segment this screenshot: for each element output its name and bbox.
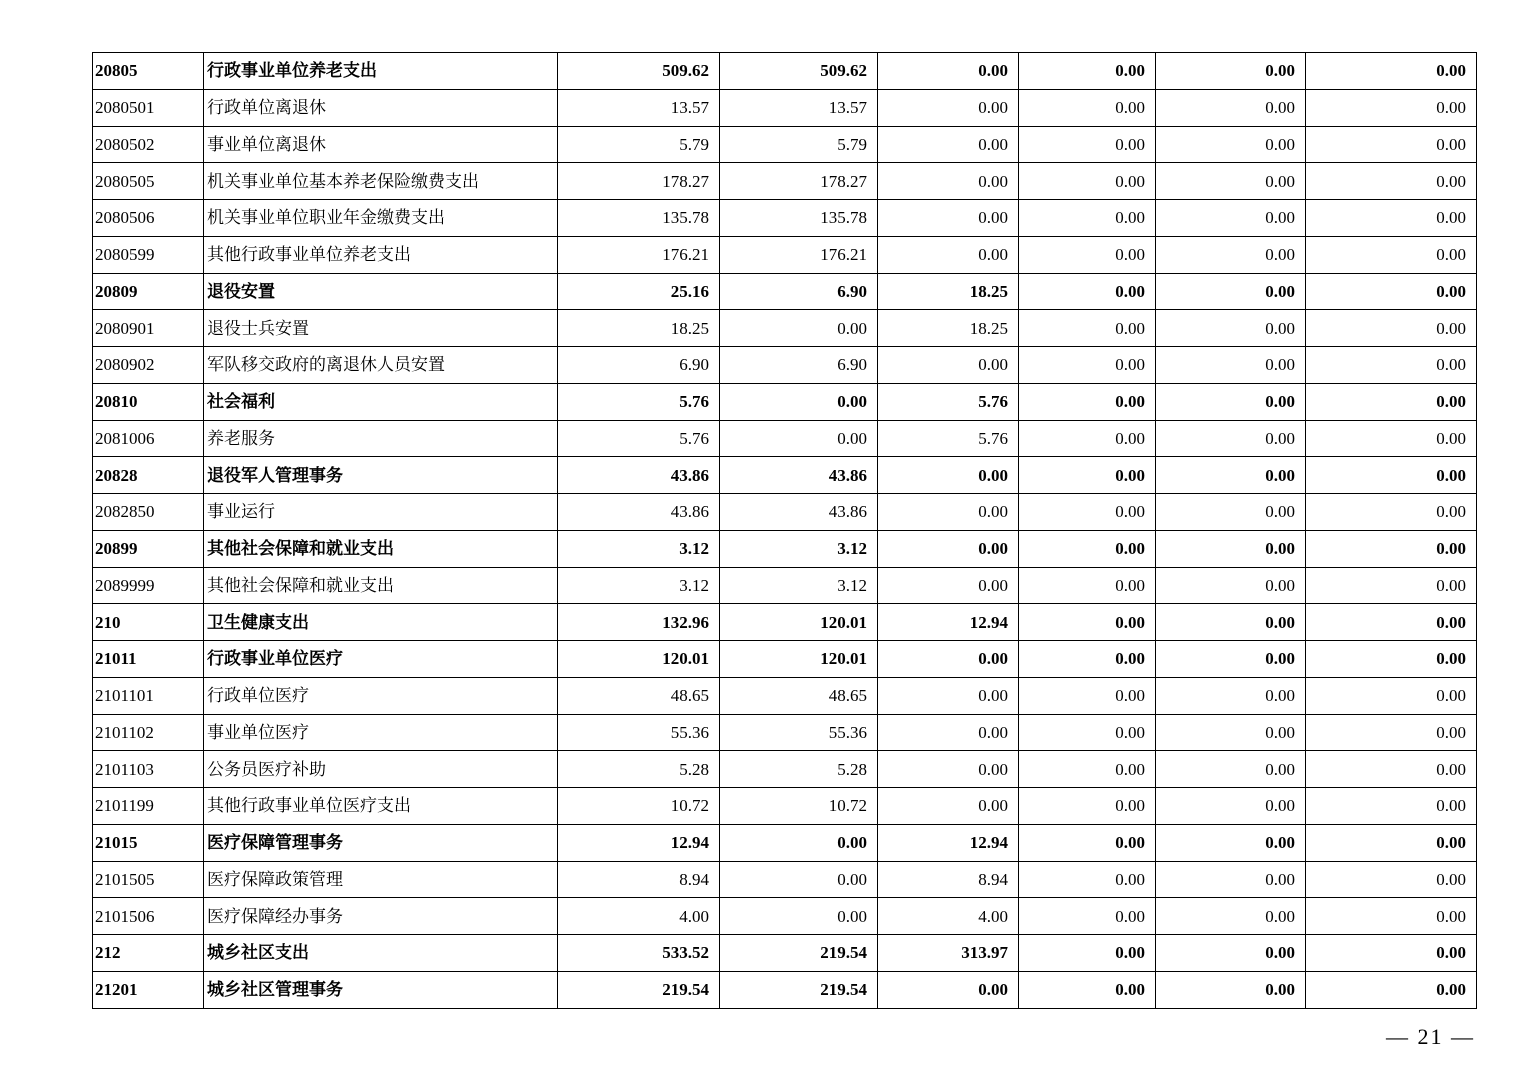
table-row	[93, 971, 1477, 1008]
amount-cell: 0.00	[1156, 383, 1306, 420]
subject-name-cell: 医疗保障政策管理	[204, 861, 558, 898]
amount-cell: 132.96	[558, 604, 720, 641]
amount-cell: 0.00	[878, 788, 1019, 825]
amount-cell: 135.78	[720, 200, 878, 237]
subject-code-cell: 2101101	[93, 677, 204, 714]
table-row	[93, 824, 1477, 861]
table-row	[93, 310, 1477, 347]
table-row	[93, 567, 1477, 604]
subject-code-cell: 2080506	[93, 200, 204, 237]
amount-cell: 0.00	[1019, 347, 1156, 384]
table-body	[93, 53, 1477, 1009]
amount-cell: 0.00	[1019, 89, 1156, 126]
amount-cell: 10.72	[558, 788, 720, 825]
amount-cell: 0.00	[1019, 163, 1156, 200]
amount-cell: 0.00	[1306, 347, 1477, 384]
subject-code-cell: 2080599	[93, 236, 204, 273]
amount-cell: 0.00	[878, 457, 1019, 494]
amount-cell: 5.28	[720, 751, 878, 788]
subject-code-cell: 21201	[93, 971, 204, 1008]
amount-cell: 43.86	[720, 457, 878, 494]
amount-cell: 55.36	[558, 714, 720, 751]
subject-code-cell: 2089999	[93, 567, 204, 604]
amount-cell: 120.01	[720, 604, 878, 641]
subject-code-cell: 2080505	[93, 163, 204, 200]
amount-cell: 0.00	[878, 89, 1019, 126]
subject-name-cell: 事业运行	[204, 494, 558, 531]
amount-cell: 0.00	[1306, 567, 1477, 604]
amount-cell: 0.00	[1306, 126, 1477, 163]
amount-cell: 178.27	[558, 163, 720, 200]
amount-cell: 0.00	[1306, 163, 1477, 200]
amount-cell: 0.00	[1156, 604, 1306, 641]
table-row	[93, 347, 1477, 384]
amount-cell: 13.57	[720, 89, 878, 126]
amount-cell: 5.76	[878, 383, 1019, 420]
amount-cell: 0.00	[1306, 788, 1477, 825]
amount-cell: 5.79	[558, 126, 720, 163]
subject-code-cell: 2080902	[93, 347, 204, 384]
amount-cell: 0.00	[1156, 971, 1306, 1008]
subject-code-cell: 20828	[93, 457, 204, 494]
subject-name-cell: 其他行政事业单位养老支出	[204, 236, 558, 273]
amount-cell: 5.28	[558, 751, 720, 788]
subject-code-cell: 20805	[93, 53, 204, 90]
table-row	[93, 604, 1477, 641]
amount-cell: 0.00	[1019, 751, 1156, 788]
amount-cell: 0.00	[878, 494, 1019, 531]
amount-cell: 0.00	[1019, 126, 1156, 163]
amount-cell: 0.00	[1019, 310, 1156, 347]
amount-cell: 0.00	[1156, 494, 1306, 531]
table-row	[93, 163, 1477, 200]
amount-cell: 6.90	[558, 347, 720, 384]
subject-code-cell: 20810	[93, 383, 204, 420]
subject-code-cell: 212	[93, 935, 204, 972]
table-row	[93, 935, 1477, 972]
amount-cell: 0.00	[1019, 567, 1156, 604]
table-row	[93, 751, 1477, 788]
amount-cell: 0.00	[878, 714, 1019, 751]
amount-cell: 0.00	[1019, 788, 1156, 825]
amount-cell: 18.25	[878, 310, 1019, 347]
amount-cell: 219.54	[558, 971, 720, 1008]
amount-cell: 25.16	[558, 273, 720, 310]
amount-cell: 0.00	[1306, 898, 1477, 935]
subject-code-cell: 20899	[93, 530, 204, 567]
amount-cell: 0.00	[1156, 420, 1306, 457]
amount-cell: 0.00	[1156, 567, 1306, 604]
subject-name-cell: 城乡社区支出	[204, 935, 558, 972]
budget-table	[92, 52, 1477, 1009]
subject-name-cell: 行政单位离退休	[204, 89, 558, 126]
amount-cell: 176.21	[558, 236, 720, 273]
table-row	[93, 677, 1477, 714]
amount-cell: 4.00	[878, 898, 1019, 935]
amount-cell: 0.00	[1156, 788, 1306, 825]
amount-cell: 178.27	[720, 163, 878, 200]
subject-name-cell: 卫生健康支出	[204, 604, 558, 641]
amount-cell: 0.00	[1306, 530, 1477, 567]
amount-cell: 6.90	[720, 347, 878, 384]
amount-cell: 8.94	[558, 861, 720, 898]
amount-cell: 10.72	[720, 788, 878, 825]
amount-cell: 0.00	[720, 861, 878, 898]
amount-cell: 3.12	[720, 530, 878, 567]
amount-cell: 5.79	[720, 126, 878, 163]
amount-cell: 0.00	[878, 567, 1019, 604]
amount-cell: 0.00	[1019, 457, 1156, 494]
amount-cell: 0.00	[1306, 53, 1477, 90]
amount-cell: 219.54	[720, 971, 878, 1008]
amount-cell: 0.00	[1019, 604, 1156, 641]
subject-code-cell: 2101103	[93, 751, 204, 788]
amount-cell: 6.90	[720, 273, 878, 310]
amount-cell: 0.00	[878, 530, 1019, 567]
amount-cell: 0.00	[1306, 604, 1477, 641]
amount-cell: 0.00	[1156, 89, 1306, 126]
amount-cell: 43.86	[558, 457, 720, 494]
table-row	[93, 457, 1477, 494]
amount-cell: 0.00	[1019, 53, 1156, 90]
amount-cell: 0.00	[878, 751, 1019, 788]
amount-cell: 3.12	[558, 530, 720, 567]
amount-cell: 5.76	[878, 420, 1019, 457]
subject-code-cell: 210	[93, 604, 204, 641]
amount-cell: 48.65	[558, 677, 720, 714]
amount-cell: 0.00	[1019, 236, 1156, 273]
table-row	[93, 383, 1477, 420]
amount-cell: 0.00	[1019, 861, 1156, 898]
amount-cell: 0.00	[1019, 383, 1156, 420]
amount-cell: 0.00	[1156, 935, 1306, 972]
subject-name-cell: 机关事业单位基本养老保险缴费支出	[204, 163, 558, 200]
amount-cell: 0.00	[1019, 494, 1156, 531]
amount-cell: 0.00	[1306, 420, 1477, 457]
amount-cell: 0.00	[1156, 677, 1306, 714]
amount-cell: 120.01	[558, 641, 720, 678]
amount-cell: 0.00	[1306, 494, 1477, 531]
subject-name-cell: 退役军人管理事务	[204, 457, 558, 494]
subject-code-cell: 2101505	[93, 861, 204, 898]
subject-name-cell: 公务员医疗补助	[204, 751, 558, 788]
amount-cell: 0.00	[1306, 677, 1477, 714]
amount-cell: 0.00	[1306, 824, 1477, 861]
amount-cell: 0.00	[720, 898, 878, 935]
table-row	[93, 898, 1477, 935]
table-row	[93, 861, 1477, 898]
table-row	[93, 236, 1477, 273]
amount-cell: 0.00	[1019, 898, 1156, 935]
amount-cell: 509.62	[720, 53, 878, 90]
amount-cell: 0.00	[1306, 935, 1477, 972]
amount-cell: 0.00	[1156, 751, 1306, 788]
table-row	[93, 788, 1477, 825]
amount-cell: 509.62	[558, 53, 720, 90]
amount-cell: 0.00	[1306, 641, 1477, 678]
amount-cell: 0.00	[1306, 200, 1477, 237]
amount-cell: 8.94	[878, 861, 1019, 898]
amount-cell: 5.76	[558, 383, 720, 420]
amount-cell: 0.00	[1306, 273, 1477, 310]
amount-cell: 0.00	[720, 824, 878, 861]
amount-cell: 0.00	[1156, 824, 1306, 861]
amount-cell: 0.00	[1306, 751, 1477, 788]
amount-cell: 0.00	[1019, 677, 1156, 714]
subject-code-cell: 2080901	[93, 310, 204, 347]
amount-cell: 135.78	[558, 200, 720, 237]
subject-name-cell: 退役安置	[204, 273, 558, 310]
amount-cell: 0.00	[1156, 530, 1306, 567]
amount-cell: 4.00	[558, 898, 720, 935]
table-row	[93, 273, 1477, 310]
subject-name-cell: 医疗保障经办事务	[204, 898, 558, 935]
amount-cell: 0.00	[1156, 53, 1306, 90]
table-row	[93, 420, 1477, 457]
amount-cell: 0.00	[878, 236, 1019, 273]
subject-name-cell: 其他行政事业单位医疗支出	[204, 788, 558, 825]
amount-cell: 0.00	[1306, 383, 1477, 420]
amount-cell: 0.00	[720, 310, 878, 347]
subject-name-cell: 行政事业单位医疗	[204, 641, 558, 678]
amount-cell: 0.00	[1019, 714, 1156, 751]
amount-cell: 0.00	[878, 971, 1019, 1008]
subject-code-cell: 21015	[93, 824, 204, 861]
amount-cell: 0.00	[878, 677, 1019, 714]
table-row	[93, 494, 1477, 531]
subject-name-cell: 养老服务	[204, 420, 558, 457]
table-row	[93, 89, 1477, 126]
subject-code-cell: 2101199	[93, 788, 204, 825]
subject-name-cell: 事业单位离退休	[204, 126, 558, 163]
amount-cell: 120.01	[720, 641, 878, 678]
amount-cell: 43.86	[558, 494, 720, 531]
amount-cell: 0.00	[1306, 89, 1477, 126]
amount-cell: 13.57	[558, 89, 720, 126]
subject-code-cell: 20809	[93, 273, 204, 310]
amount-cell: 0.00	[1019, 273, 1156, 310]
amount-cell: 55.36	[720, 714, 878, 751]
amount-cell: 0.00	[1019, 530, 1156, 567]
amount-cell: 0.00	[878, 641, 1019, 678]
amount-cell: 0.00	[878, 163, 1019, 200]
subject-name-cell: 行政事业单位养老支出	[204, 53, 558, 90]
subject-name-cell: 军队移交政府的离退休人员安置	[204, 347, 558, 384]
amount-cell: 0.00	[878, 200, 1019, 237]
page-number: — 21 —	[1386, 1024, 1475, 1049]
subject-name-cell: 退役士兵安置	[204, 310, 558, 347]
amount-cell: 3.12	[558, 567, 720, 604]
amount-cell: 0.00	[878, 347, 1019, 384]
amount-cell: 176.21	[720, 236, 878, 273]
subject-name-cell: 城乡社区管理事务	[204, 971, 558, 1008]
amount-cell: 313.97	[878, 935, 1019, 972]
amount-cell: 0.00	[1019, 420, 1156, 457]
amount-cell: 0.00	[1156, 457, 1306, 494]
table-row	[93, 641, 1477, 678]
subject-name-cell: 其他社会保障和就业支出	[204, 530, 558, 567]
subject-code-cell: 2081006	[93, 420, 204, 457]
amount-cell: 48.65	[720, 677, 878, 714]
amount-cell: 0.00	[878, 53, 1019, 90]
amount-cell: 5.76	[558, 420, 720, 457]
subject-name-cell: 事业单位医疗	[204, 714, 558, 751]
subject-name-cell: 其他社会保障和就业支出	[204, 567, 558, 604]
amount-cell: 0.00	[1156, 310, 1306, 347]
subject-code-cell: 2082850	[93, 494, 204, 531]
subject-name-cell: 机关事业单位职业年金缴费支出	[204, 200, 558, 237]
amount-cell: 3.12	[720, 567, 878, 604]
table-row	[93, 714, 1477, 751]
subject-name-cell: 社会福利	[204, 383, 558, 420]
amount-cell: 0.00	[1019, 641, 1156, 678]
table-row	[93, 200, 1477, 237]
amount-cell: 0.00	[1019, 971, 1156, 1008]
amount-cell: 0.00	[1156, 347, 1306, 384]
amount-cell: 0.00	[878, 126, 1019, 163]
table-row	[93, 530, 1477, 567]
subject-code-cell: 21011	[93, 641, 204, 678]
amount-cell: 0.00	[1156, 273, 1306, 310]
subject-name-cell: 医疗保障管理事务	[204, 824, 558, 861]
amount-cell: 0.00	[1156, 861, 1306, 898]
amount-cell: 0.00	[720, 420, 878, 457]
amount-cell: 533.52	[558, 935, 720, 972]
amount-cell: 0.00	[1306, 714, 1477, 751]
amount-cell: 12.94	[878, 604, 1019, 641]
amount-cell: 0.00	[1306, 971, 1477, 1008]
amount-cell: 0.00	[720, 383, 878, 420]
subject-code-cell: 2101102	[93, 714, 204, 751]
amount-cell: 12.94	[878, 824, 1019, 861]
amount-cell: 0.00	[1306, 861, 1477, 898]
amount-cell: 0.00	[1156, 200, 1306, 237]
subject-code-cell: 2080502	[93, 126, 204, 163]
table-row	[93, 53, 1477, 90]
amount-cell: 0.00	[1019, 935, 1156, 972]
amount-cell: 18.25	[878, 273, 1019, 310]
amount-cell: 0.00	[1019, 200, 1156, 237]
amount-cell: 0.00	[1156, 898, 1306, 935]
amount-cell: 0.00	[1019, 824, 1156, 861]
amount-cell: 0.00	[1306, 236, 1477, 273]
subject-name-cell: 行政单位医疗	[204, 677, 558, 714]
amount-cell: 0.00	[1156, 236, 1306, 273]
subject-code-cell: 2080501	[93, 89, 204, 126]
amount-cell: 0.00	[1306, 457, 1477, 494]
amount-cell: 18.25	[558, 310, 720, 347]
amount-cell: 0.00	[1306, 310, 1477, 347]
amount-cell: 0.00	[1156, 714, 1306, 751]
amount-cell: 0.00	[1156, 163, 1306, 200]
amount-cell: 0.00	[1156, 126, 1306, 163]
amount-cell: 219.54	[720, 935, 878, 972]
amount-cell: 43.86	[720, 494, 878, 531]
amount-cell: 12.94	[558, 824, 720, 861]
table-row	[93, 126, 1477, 163]
subject-code-cell: 2101506	[93, 898, 204, 935]
amount-cell: 0.00	[1156, 641, 1306, 678]
